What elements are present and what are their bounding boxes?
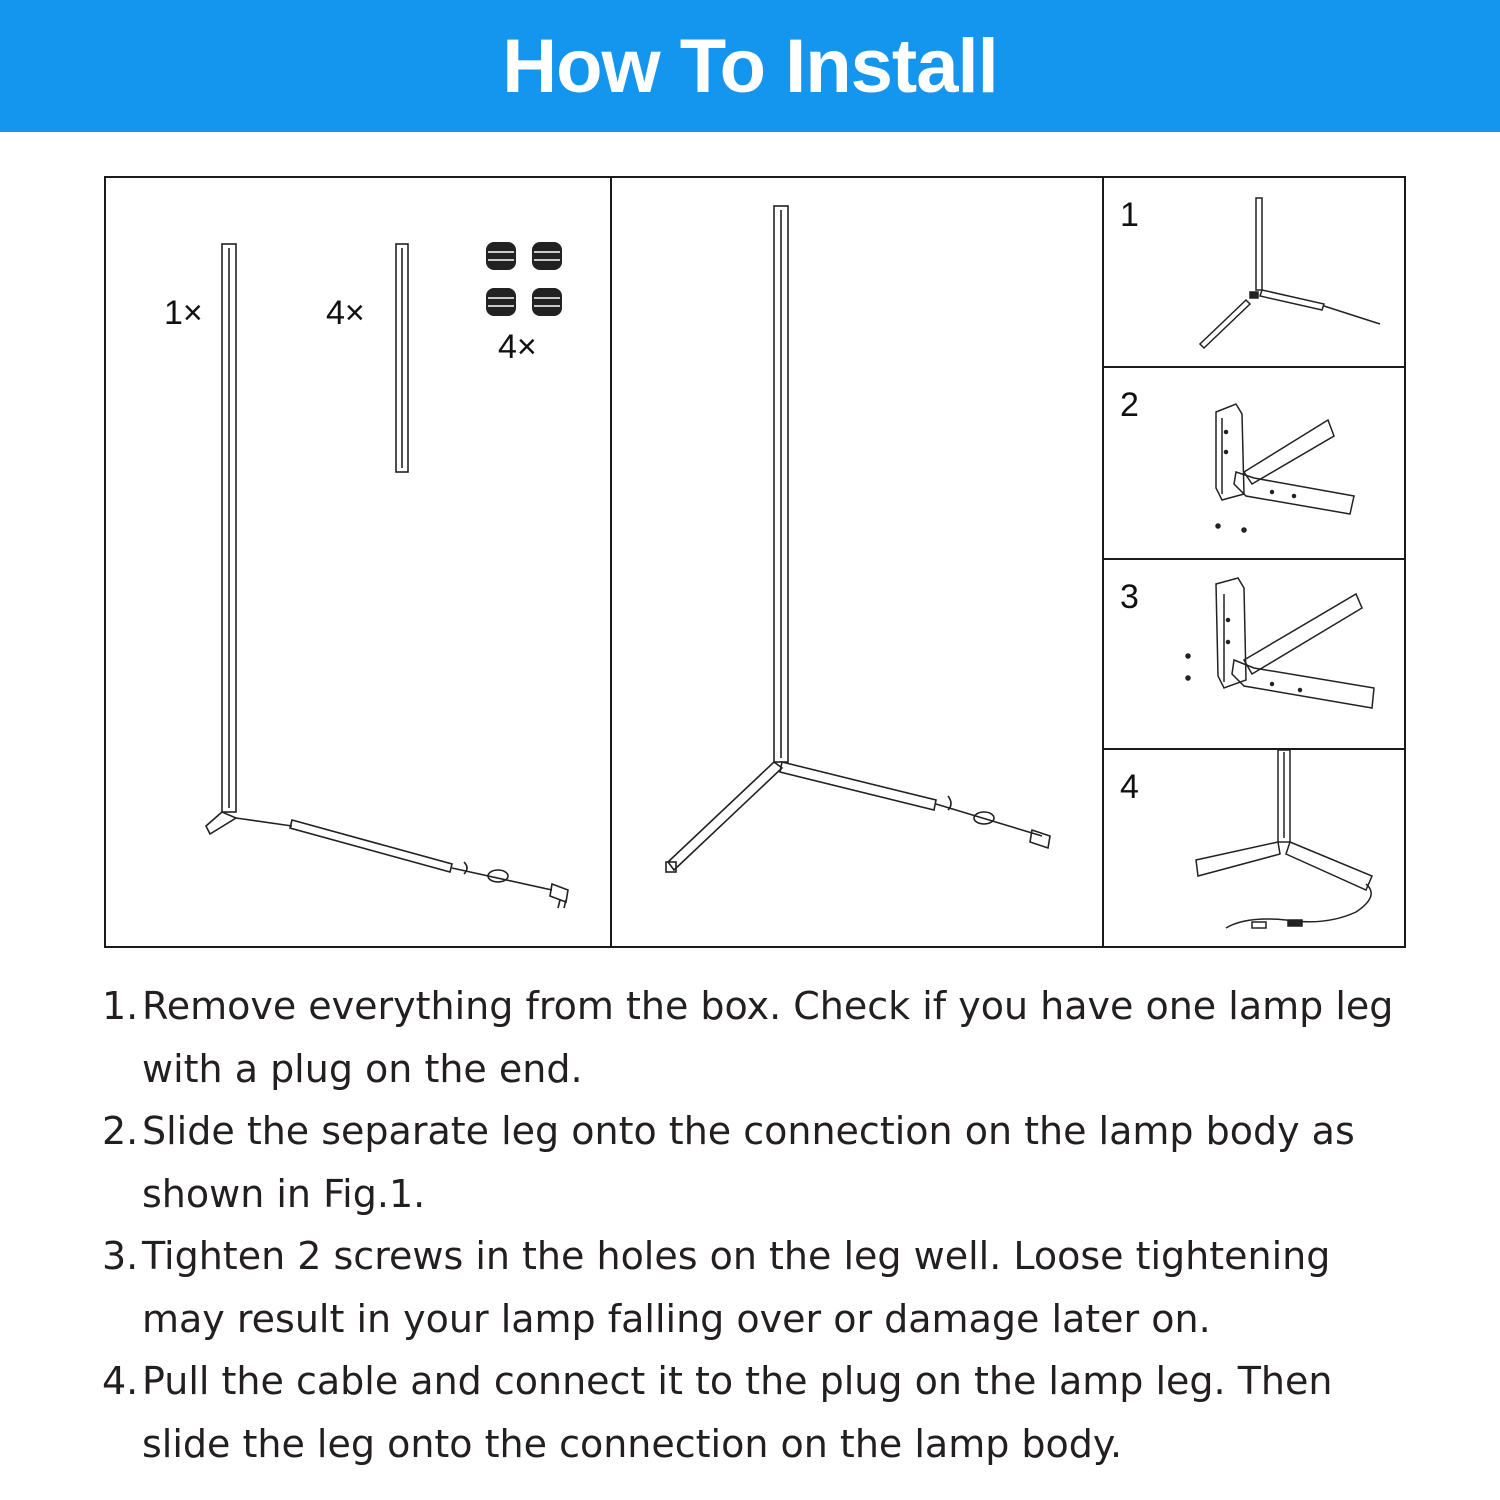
lamp-body-quantity: 1× [164,294,203,332]
step-number: 2 [1120,386,1139,424]
instruction-number: 1. [102,984,139,1028]
assembled-panel [612,178,1104,946]
instruction-item [102,1225,1422,1350]
step-panel-2 [1104,368,1404,560]
installation-figure [104,176,1406,948]
instruction-text: Remove everything from the box. Check if you have one lamp leg with a plug on the end. [142,984,1394,1091]
instruction-text: Slide the separate leg onto the connection on the lamp body as shown in Fig.1. [142,1109,1355,1216]
instruction-list [102,975,1422,1475]
instruction-item [102,1350,1422,1475]
step-panel-3 [1104,560,1404,750]
page-title: How To Install [502,24,998,109]
step-2-illustration [1104,368,1404,560]
step-panel-4 [1104,750,1404,946]
header-banner [0,0,1500,132]
instruction-item [102,1100,1422,1225]
leg-quantity: 4× [326,294,365,332]
assembled-right-leg [780,762,936,810]
rubber-feet [486,242,562,316]
assembled-left-leg [668,762,782,870]
instruction-number: 4. [102,1359,139,1403]
assembled-lamp-illustration [612,178,1104,946]
plug [550,884,568,902]
instruction-text: Pull the cable and connect it to the plug on the lamp leg. Then slide the leg onto the connection on the lamp body. [142,1359,1333,1466]
step-3-illustration [1104,560,1404,750]
instruction-item [102,975,1422,1100]
step-number: 4 [1120,768,1139,806]
wired-leg [290,820,452,872]
instruction-number: 3. [102,1234,139,1278]
instruction-number: 2. [102,1109,139,1153]
step-4-illustration [1104,750,1404,946]
step-number: 3 [1120,578,1139,616]
lamp-corner-joint [206,812,236,834]
parts-panel [106,178,612,946]
feet-quantity: 4× [498,328,537,366]
step-number: 1 [1120,196,1139,234]
step-panel-1 [1104,178,1404,368]
instruction-text: Tighten 2 screws in the holes on the leg well. Loose tightening may result in your lamp falling over or damage later on. [142,1234,1331,1341]
step-1-illustration [1104,178,1404,368]
